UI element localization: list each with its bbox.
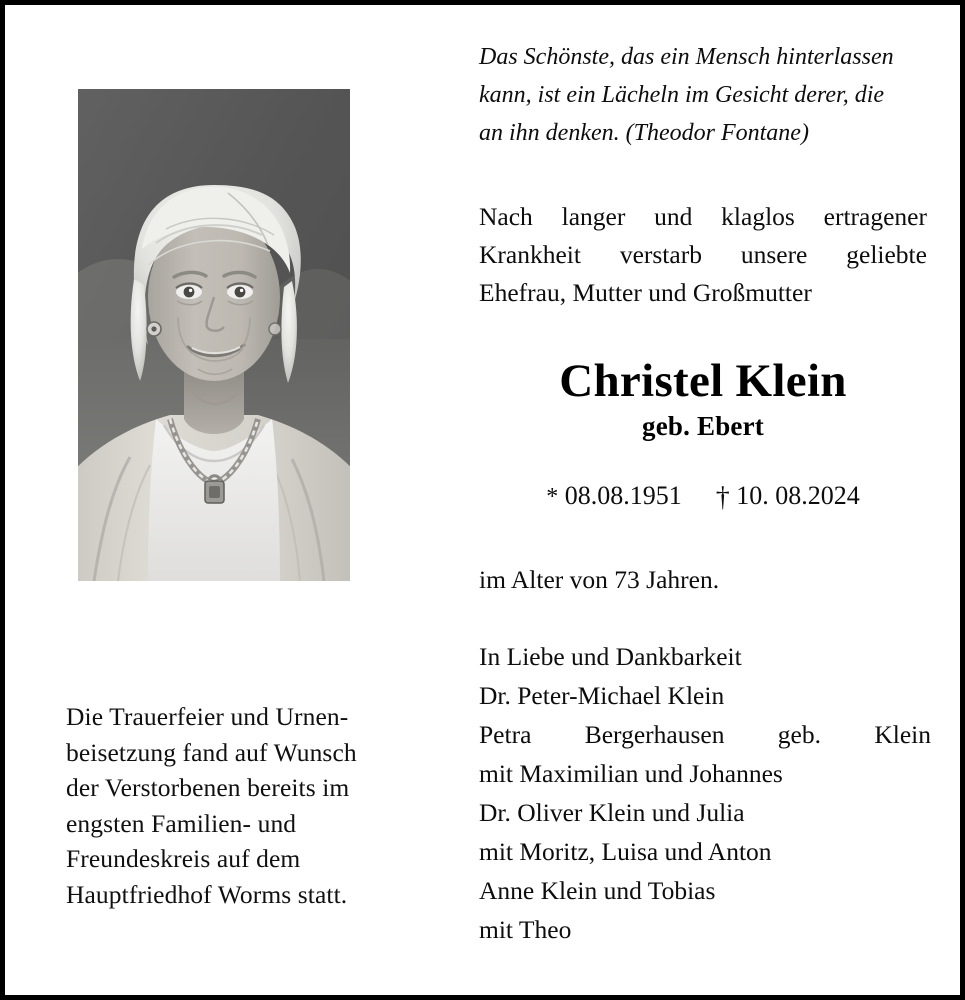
family-member-line-justified <box>479 715 931 754</box>
funeral-note-line: Freundeskreis auf dem <box>66 844 301 873</box>
death-date-item <box>716 479 860 513</box>
intro-line-1 <box>479 198 927 236</box>
intro-word: Krankheit <box>479 240 581 269</box>
funeral-arrangement-note <box>66 699 426 912</box>
funeral-note-line: Die Trauerfeier und Urnen- <box>66 702 349 731</box>
family-member-line: mit Moritz, Luisa und Anton <box>479 837 772 866</box>
intro-word: verstarb <box>619 240 702 269</box>
life-dates <box>479 479 927 514</box>
family-survivors-list <box>479 637 931 949</box>
family-word: Petra <box>479 720 532 749</box>
intro-word: ertragener <box>823 202 927 231</box>
portrait-illustration <box>78 89 350 581</box>
family-member-line: mit Maximilian und Johannes <box>479 759 783 788</box>
portrait-photo <box>78 89 350 581</box>
portrait-frame <box>78 89 350 581</box>
deceased-maiden-name: geb. Ebert <box>642 411 764 441</box>
intro-line-2 <box>479 236 927 274</box>
funeral-note-line: engsten Familien- und <box>66 808 297 838</box>
family-word: geb. <box>777 720 821 749</box>
family-member-line: Anne Klein und Tobias <box>479 876 716 905</box>
right-column <box>479 5 929 995</box>
memorial-quote <box>479 38 931 152</box>
intro-word: Nach <box>479 202 533 231</box>
quote-line: kann, ist ein Lächeln im Gesicht derer, die <box>479 82 885 108</box>
family-word: Bergerhausen <box>584 720 725 749</box>
intro-word: unsere <box>740 240 808 269</box>
family-word: Klein <box>874 720 931 749</box>
family-member-line: Dr. Oliver Klein und Julia <box>479 798 745 827</box>
age-at-death: im Alter von 73 Jahren. <box>479 565 720 594</box>
cross-icon: † <box>715 482 730 513</box>
birth-date: 08.08.1951 <box>564 481 682 510</box>
intro-line-3: Ehefrau, Mutter und Großmutter <box>479 278 812 307</box>
left-column <box>63 5 423 995</box>
deceased-name-block <box>479 355 927 443</box>
quote-line: an ihn denken. (Theodor Fontane) <box>479 120 809 146</box>
family-member-line: Dr. Peter-Michael Klein <box>479 681 725 710</box>
intro-word: geliebte <box>846 240 927 269</box>
intro-word: klaglos <box>721 202 795 231</box>
asterisk-icon: * <box>546 484 559 510</box>
funeral-note-line: Hauptfriedhof Worms statt. <box>66 879 348 909</box>
intro-word: langer <box>561 202 626 231</box>
death-date: 10. 08.2024 <box>736 481 860 510</box>
funeral-note-line: der Verstorbenen bereits im <box>66 773 350 802</box>
quote-line: Das Schönste, das ein Mensch hinterlassen <box>479 44 894 70</box>
family-heading: In Liebe und Dankbarkeit <box>479 642 742 671</box>
announcement-intro <box>479 198 927 312</box>
funeral-note-line: beisetzung fand auf Wunsch <box>66 737 357 767</box>
intro-word: und <box>654 202 693 231</box>
birth-date-item <box>546 479 682 514</box>
family-member-line: mit Theo <box>479 915 572 944</box>
deceased-name: Christel Klein <box>559 355 847 407</box>
